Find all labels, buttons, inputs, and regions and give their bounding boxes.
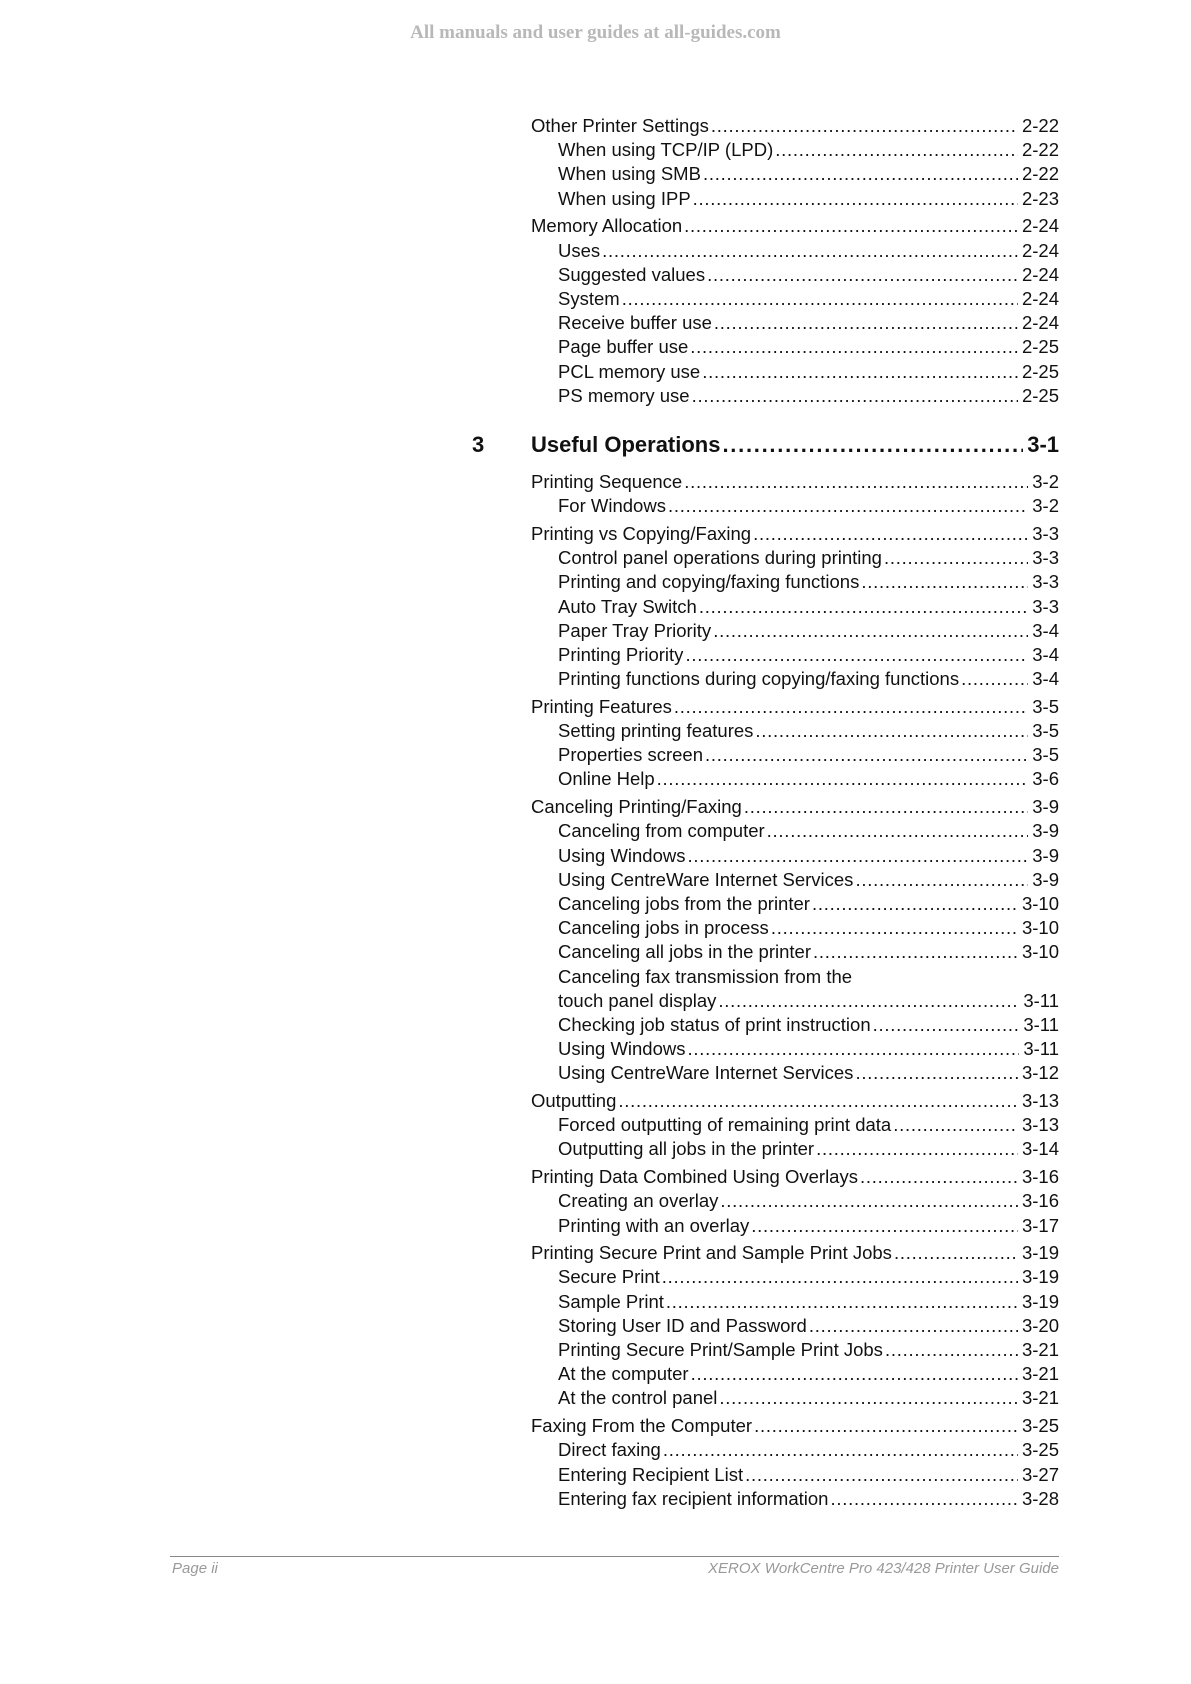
toc-entry-label: Control panel operations during printing [558,547,882,569]
toc-entry-page: 3-4 [1032,643,1059,665]
chapter-number: 3 [472,432,485,457]
toc-entry-page: 3-19 [1021,1290,1059,1312]
toc-entry-label: Sample Print [558,1290,664,1312]
toc-entry-page: 3-3 [1032,595,1059,617]
toc-entry-label: Canceling all jobs in the printer [558,941,811,963]
chapter-title: Useful Operations [531,432,721,457]
toc-subsection-row[interactable] [558,138,1059,162]
dot-leader [668,494,1028,518]
toc-entry-label: touch panel display [558,989,717,1011]
toc-entry-label: Auto Tray Switch [558,595,697,617]
toc-entry-label: Properties screen [558,744,703,766]
dot-leader [855,1061,1018,1085]
toc-entry-label: Direct faxing [558,1439,661,1461]
toc-entry-page: 3-4 [1032,619,1059,641]
toc-entry-page: 3-16 [1021,1190,1059,1212]
toc-entry-label: Storing User ID and Password [558,1314,807,1336]
toc-subsection-row[interactable] [558,1362,1059,1386]
toc-entry-label: Canceling jobs from the printer [558,892,810,914]
toc-subsection-row[interactable] [558,311,1059,335]
toc-subsection-row[interactable] [558,643,1059,667]
toc-entry-label: Printing vs Copying/Faxing [531,522,752,544]
toc-entry-label: Forced outputting of remaining print data [558,1114,892,1136]
toc-entry-page: 3-16 [1021,1166,1059,1188]
dot-leader [674,695,1028,719]
toc-subsection-row[interactable] [558,494,1059,518]
dot-leader [691,1362,1018,1386]
toc-entry-label: PS memory use [558,384,690,406]
toc-entry-page: 3-3 [1032,547,1059,569]
footer-page-number: Page ii [172,1560,218,1577]
toc-entry-label: Creating an overlay [558,1190,719,1212]
dot-leader [718,989,1019,1013]
toc-entry-label: Setting printing features [558,720,754,741]
dot-leader [703,162,1018,186]
toc-entry-page: 3-27 [1021,1463,1059,1485]
toc-entry-label: Faxing From the Computer [531,1415,753,1437]
toc-entry-page: 3-3 [1032,571,1059,593]
toc-entry-label: Using CentreWare Internet Services [558,868,854,890]
toc-section-row[interactable] [531,695,1059,719]
dot-leader [714,311,1018,335]
dot-leader [753,522,1028,546]
toc-entry-label: Using CentreWare Internet Services [558,1062,854,1084]
toc-entry-page: 3-28 [1021,1487,1059,1509]
watermark-header: All manuals and user guides at all-guides.com [410,22,781,43]
toc-entry-page: 2-24 [1021,312,1059,334]
dot-leader [873,1013,1020,1037]
toc-section-row[interactable] [531,1165,1059,1189]
dot-leader [705,743,1028,767]
toc-subsection-row[interactable] [558,965,1059,989]
toc-section-row[interactable] [531,114,1059,138]
toc-entry-page: 3-13 [1021,1090,1059,1111]
toc-entry-page: 2-23 [1021,187,1059,209]
toc-subsection-row[interactable] [558,1013,1059,1037]
toc-entry-page: 3-19 [1021,1266,1059,1288]
dot-leader [860,1165,1018,1189]
dot-leader [809,1314,1018,1338]
toc-subsection-row[interactable] [558,1265,1059,1289]
toc-entry-page: 3-2 [1032,471,1059,492]
toc-subsection-row[interactable] [558,1487,1059,1511]
toc-entry-page: 3-9 [1032,820,1059,842]
dot-leader [688,1037,1020,1061]
dot-leader [711,114,1018,138]
toc-entry-label: Printing Secure Print and Sample Print Jobs [531,1242,892,1264]
toc-entry-label: Checking job status of print instruction [558,1013,871,1035]
toc-subsection-row[interactable] [558,667,1059,691]
dot-leader [961,667,1028,691]
dot-leader [755,719,1028,743]
dot-leader [885,1338,1018,1362]
toc-entry-label: Printing with an overlay [558,1214,750,1236]
toc-entry-label: Paper Tray Priority [558,619,712,641]
dot-leader [707,263,1018,287]
toc-subsection-row[interactable] [558,1438,1059,1462]
toc-entry-label: Entering fax recipient information [558,1487,829,1509]
toc-section-row[interactable] [531,1089,1059,1113]
toc-entry-page: 3-13 [1021,1114,1059,1136]
toc-subsection-row[interactable] [558,1463,1059,1487]
toc-entry-label: System [558,287,620,309]
toc-entry-page: 3-10 [1021,892,1059,914]
toc-entry-page: 3-2 [1032,495,1059,517]
toc-entry-label: Outputting all jobs in the printer [558,1138,815,1160]
toc-subsection-row[interactable] [558,1386,1059,1410]
toc-entry-page: 3-12 [1021,1062,1059,1084]
dot-leader [861,570,1028,594]
dot-leader [684,470,1028,494]
chapter-heading-row[interactable] [531,430,1059,460]
toc-entry-label: Printing and copying/faxing functions [558,571,860,593]
dot-leader [720,1189,1018,1213]
dot-leader [699,595,1028,619]
toc-entry-page: 3-4 [1032,668,1059,690]
toc-entry-page: 3-3 [1032,522,1059,544]
toc-subsection-row[interactable] [558,844,1059,868]
dot-leader [754,1414,1018,1438]
dot-leader [602,239,1018,263]
dot-leader [702,360,1018,384]
toc-entry-label: For Windows [558,495,666,517]
toc-entry-label: Canceling fax transmission from the [558,965,853,987]
toc-entry-label: When using SMB [558,163,701,185]
toc-entry-page: 2-24 [1021,215,1059,237]
toc-subsection-row[interactable] [558,767,1059,791]
toc-subsection-row[interactable] [558,940,1059,964]
dot-leader [719,1386,1018,1410]
toc-entry-page: 3-9 [1032,796,1059,818]
dot-leader [744,795,1028,819]
toc-entry-page: 3-5 [1032,744,1059,766]
toc-entry-label: When using TCP/IP (LPD) [558,139,774,161]
toc-subsection-row[interactable] [558,335,1059,359]
toc-section-row[interactable] [531,470,1059,494]
footer-document-title: XEROX WorkCentre Pro 423/428 Printer User Guide [708,1560,1059,1577]
dot-leader [816,1137,1018,1161]
toc-entry-label: Printing Sequence [531,471,683,492]
dot-leader [693,187,1018,211]
toc-entry-label: Secure Print [558,1266,660,1288]
toc-entry-page: 3-17 [1021,1214,1059,1236]
dot-leader [722,430,1023,460]
dot-leader [685,643,1028,667]
dot-leader [622,287,1018,311]
toc-entry-page: 3-21 [1021,1387,1059,1409]
toc-entry-label: Uses [558,239,601,261]
toc-subsection-row[interactable] [558,287,1059,311]
dot-leader [813,940,1018,964]
dot-leader [894,1241,1018,1265]
toc-subsection-row[interactable] [558,1061,1059,1085]
dot-leader [688,844,1029,868]
toc-entry-label: Printing Secure Print/Sample Print Jobs [558,1339,883,1360]
toc-subsection-row[interactable] [558,1113,1059,1137]
toc-subsection-row[interactable] [558,1290,1059,1314]
dot-leader [662,1265,1018,1289]
toc-entry-page: 2-25 [1021,336,1059,358]
toc-subsection-row[interactable] [558,570,1059,594]
dot-leader [663,1438,1018,1462]
dot-leader [745,1463,1018,1487]
toc-entry-page: 2-22 [1021,139,1059,161]
toc-entry-label: Entering Recipient List [558,1463,744,1485]
toc-subsection-row[interactable] [558,989,1059,1013]
dot-leader [751,1214,1018,1238]
toc-entry-label: Outputting [531,1090,617,1111]
toc-section-row[interactable] [531,214,1059,238]
toc-entry-page: 2-25 [1021,384,1059,406]
toc-entry-label: At the control panel [558,1387,718,1409]
toc-entry-label: Canceling jobs in process [558,917,769,939]
dot-leader [657,767,1029,791]
toc-subsection-row[interactable] [558,719,1059,743]
dot-leader [666,1290,1018,1314]
dot-leader [767,819,1029,843]
dot-leader [775,138,1018,162]
dot-leader [618,1089,1018,1113]
toc-entry-label: Memory Allocation [531,215,683,237]
toc-entry-page: 3-20 [1021,1314,1059,1336]
toc-subsection-row[interactable] [558,1338,1059,1362]
chapter-page: 3-1 [1027,432,1059,457]
toc-entry-label: Online Help [558,768,655,790]
toc-entry-page: 3-5 [1032,695,1059,717]
toc-entry-page: 2-24 [1021,287,1059,309]
toc-subsection-row[interactable] [558,1189,1059,1213]
toc-subsection-row[interactable] [558,1037,1059,1061]
toc-entry-label: Receive buffer use [558,312,712,334]
toc-entry-page: 3-10 [1021,941,1059,963]
toc-section-row[interactable] [531,1414,1059,1438]
toc-entry-page: 3-25 [1021,1415,1059,1437]
toc-entry-label: Canceling Printing/Faxing [531,796,742,818]
toc-entry-label: PCL memory use [558,360,701,382]
toc-entry-page: 3-6 [1032,768,1059,790]
toc-subsection-row[interactable] [558,595,1059,619]
toc-entry-label: Page buffer use [558,336,689,358]
toc-entry-page: 3-19 [1021,1242,1059,1264]
toc-subsection-row[interactable] [558,239,1059,263]
toc-entry-page: 3-11 [1023,1038,1059,1060]
toc-subsection-row[interactable] [558,1137,1059,1161]
toc-entry-label: Using Windows [558,1038,686,1060]
toc-subsection-row[interactable] [558,162,1059,186]
toc-subsection-row[interactable] [558,619,1059,643]
toc-entry-label: Canceling from computer [558,820,765,842]
toc-entry-page: 3-14 [1021,1138,1059,1160]
toc-subsection-row[interactable] [558,743,1059,767]
toc-entry-label: Printing functions during copying/faxing functions [558,668,960,690]
toc-entry-page: 3-11 [1023,1013,1059,1035]
dot-leader [692,384,1018,408]
toc-subsection-row[interactable] [558,892,1059,916]
toc-entry-page: 2-25 [1021,360,1059,382]
toc-entry-label: Printing Data Combined Using Overlays [531,1166,858,1188]
toc-subsection-row[interactable] [558,916,1059,940]
toc-entry-page: 2-24 [1021,263,1059,285]
toc-section-row[interactable] [531,522,1059,546]
toc-entry-label: Printing Priority [558,643,684,665]
toc-entry-label: Suggested values [558,263,706,285]
dot-leader [713,619,1028,643]
dot-leader [684,214,1018,238]
dot-leader [690,335,1018,359]
dot-leader [855,868,1028,892]
toc-subsection-row[interactable] [558,384,1059,408]
toc-subsection-row[interactable] [558,187,1059,211]
dot-leader [884,546,1028,570]
footer-divider [170,1556,1059,1557]
toc-entry-page: 3-25 [1021,1439,1059,1461]
toc-subsection-row[interactable] [558,819,1059,843]
toc-entry-label: Printing Features [531,695,672,717]
toc-entry-page: 3-5 [1032,720,1059,741]
toc-subsection-row[interactable] [558,1214,1059,1238]
dot-leader [812,892,1018,916]
toc-section-row[interactable] [531,795,1059,819]
toc-section-row[interactable] [531,1241,1059,1265]
toc-subsection-row[interactable] [558,263,1059,287]
toc-subsection-row[interactable] [558,868,1059,892]
toc-entry-page: 2-22 [1021,115,1059,136]
toc-entry-label: At the computer [558,1363,689,1385]
dot-leader [771,916,1018,940]
toc-subsection-row[interactable] [558,360,1059,384]
toc-entry-page: 3-11 [1023,989,1059,1011]
toc-entry-page: 3-21 [1021,1339,1059,1360]
toc-subsection-row[interactable] [558,546,1059,570]
toc-subsection-row[interactable] [558,1314,1059,1338]
dot-leader [830,1487,1018,1511]
dot-leader [893,1113,1018,1137]
toc-entry-page: 3-9 [1032,868,1059,890]
toc-entry-label: Other Printer Settings [531,115,709,136]
toc-entry-page: 3-9 [1032,844,1059,866]
toc-entry-page: 2-22 [1021,163,1059,185]
toc-entry-page: 2-24 [1021,239,1059,261]
toc-entry-label: When using IPP [558,187,691,209]
toc-entry-page: 3-10 [1021,917,1059,939]
toc-entry-page: 3-21 [1021,1363,1059,1385]
toc-entry-label: Using Windows [558,844,686,866]
